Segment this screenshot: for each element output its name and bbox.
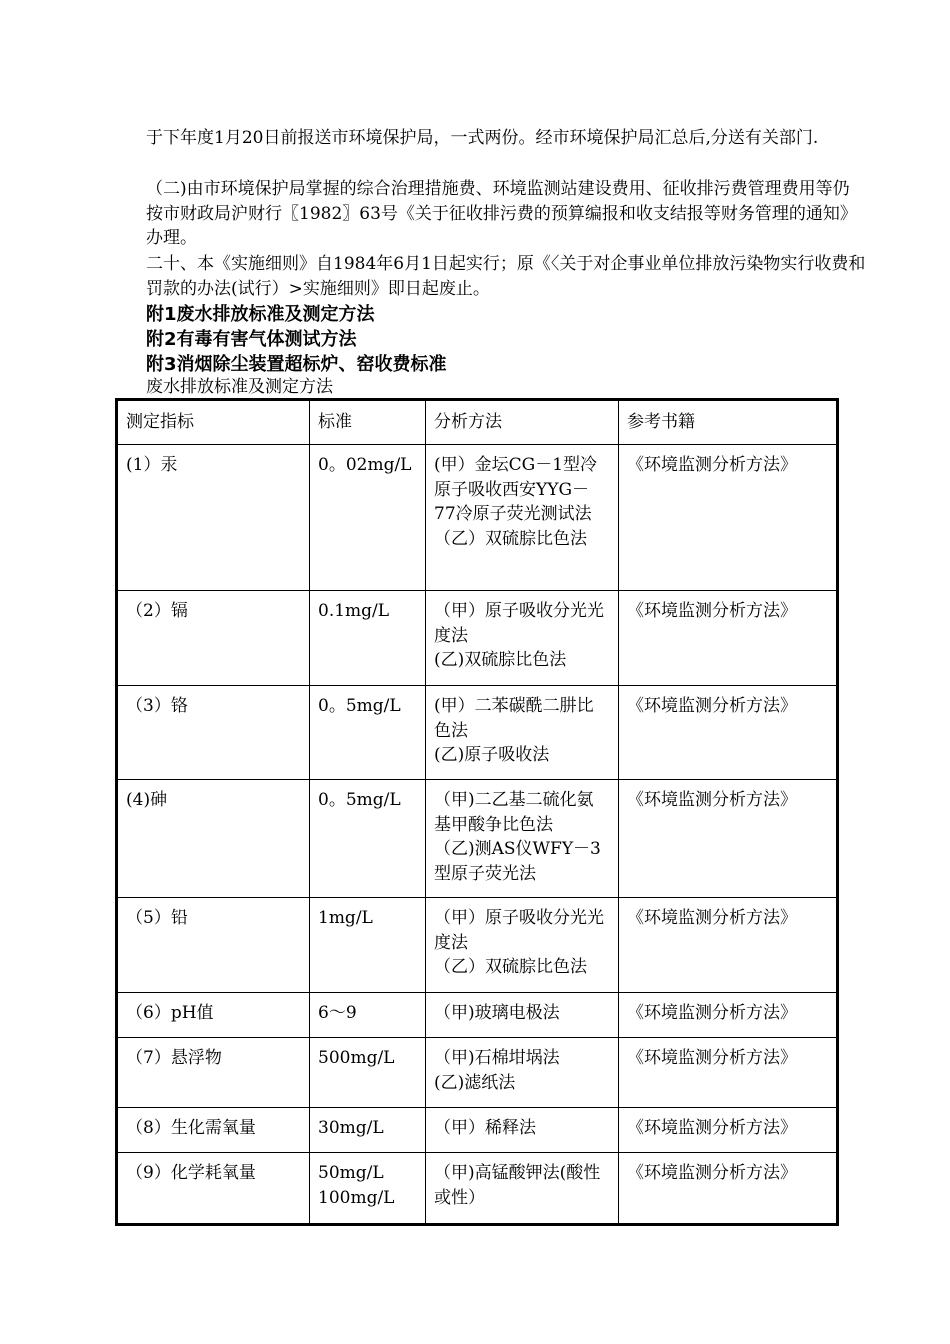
standard-value: 500mg/L (318, 1048, 395, 1068)
standard-value: 1mg/L (318, 908, 373, 928)
cell-standard (310, 1153, 426, 1225)
cell-standard (310, 898, 426, 993)
header-method: 分析方法 (426, 400, 619, 445)
cell-indicator: （3）铬 (117, 686, 310, 780)
method-line: （甲）稀释法 (434, 1118, 536, 1138)
header-reference: 参考书籍 (619, 400, 838, 445)
method-line: （甲)石棉坩埚法 (434, 1048, 560, 1068)
standard-value: 0。02mg/L (318, 455, 412, 475)
paragraph-fee-management: （二)由市环境保护局掌握的综合治理措施费、环境监测站建设费用、征收排污费管理费用等仍按市财政局沪财行〖1982〗63号《关于征收排污费的预算编报和收支结报等财务管理的通知》办理。 (146, 179, 857, 248)
table-row (117, 898, 838, 993)
table-row (117, 780, 838, 898)
cell-reference: 《环境监测分析方法》 (619, 780, 838, 898)
cell-method (426, 1108, 619, 1153)
standard-value: 0.1mg/L (318, 601, 390, 621)
cell-indicator: (4)砷 (117, 780, 310, 898)
cell-reference: 《环境监测分析方法》 (619, 1038, 838, 1108)
method-line: (乙)滤纸法 (434, 1072, 516, 1093)
cell-method (426, 686, 619, 780)
standard-value: 30mg/L (318, 1118, 384, 1138)
cell-reference: 《环境监测分析方法》 (619, 591, 838, 686)
cell-standard (310, 1038, 426, 1108)
cell-reference: 《环境监测分析方法》 (619, 686, 838, 780)
paragraph-effective-date: 二十、本《实施细则》自1984年6月1日起实行；原《〈关于对企事业单位排放污染物实行收费和罚款的办法(试行）>实施细则》即日起废止。 (146, 254, 866, 299)
cell-standard (310, 993, 426, 1038)
table-row (117, 1153, 838, 1225)
standard-value: 0。5mg/L (318, 790, 401, 810)
method-line: (甲）二苯碳酰二肼比色法 (434, 696, 594, 741)
cell-standard (310, 780, 426, 898)
header-standard: 标准 (310, 400, 426, 445)
method-line: （甲)二乙基二硫化氨基甲酸争比色法 (434, 790, 594, 835)
cell-method (426, 445, 619, 591)
cell-method (426, 993, 619, 1038)
cell-method (426, 898, 619, 993)
method-line: （乙）双硫腙比色法 (434, 528, 587, 549)
method-line: （甲)高锰酸钾法(酸性或性） (434, 1163, 601, 1208)
cell-standard (310, 686, 426, 780)
cell-standard (310, 445, 426, 591)
table-row (117, 591, 838, 686)
method-line: （甲)玻璃电极法 (434, 1003, 560, 1023)
cell-method (426, 591, 619, 686)
method-line: (甲）金坛CG－1型冷原子吸收西安YYG－77冷原子荧光测试法 (434, 455, 598, 524)
table-row (117, 1038, 838, 1108)
method-line: （乙)测AS仪WFY－3型原子荧光法 (434, 839, 601, 884)
method-line: （乙）双硫腙比色法 (434, 957, 587, 977)
wastewater-standards-table (115, 398, 839, 1226)
cell-indicator: （7）悬浮物 (117, 1038, 310, 1108)
cell-indicator: （6）pH值 (117, 993, 310, 1038)
paragraph-report-deadline: 于下年度1月20日前报送市环境保护局，一式两份。经市环境保护局汇总后,分送有关部门. (146, 128, 819, 148)
standard-value: 6～9 (318, 1003, 357, 1023)
method-line: (乙)原子吸收法 (434, 745, 550, 765)
method-line: (乙)双硫腙比色法 (434, 650, 567, 670)
method-line: （甲）原子吸收分光光度法 (434, 908, 604, 953)
cell-reference: 《环境监测分析方法》 (619, 1153, 838, 1225)
standard-value: 0。5mg/L (318, 696, 401, 716)
cell-reference: 《环境监测分析方法》 (619, 445, 838, 591)
table-caption: 废水排放标准及测定方法 (146, 377, 333, 397)
table-row (117, 445, 838, 591)
cell-indicator: （2）镉 (117, 591, 310, 686)
appendix-heading-3: 附3消烟除尘装置超标炉、窑收费标准 (146, 354, 447, 375)
cell-reference: 《环境监测分析方法》 (619, 898, 838, 993)
table-header-row (117, 400, 838, 445)
cell-method (426, 780, 619, 898)
header-indicator: 测定指标 (117, 400, 310, 445)
table-row (117, 1108, 838, 1153)
cell-indicator: （8）生化需氧量 (117, 1108, 310, 1153)
appendix-list (146, 302, 866, 377)
cell-indicator: （9）化学耗氧量 (117, 1153, 310, 1225)
method-line: （甲）原子吸收分光光度法 (434, 601, 604, 646)
cell-indicator: （5）铅 (117, 898, 310, 993)
standard-value: 50mg/L (318, 1163, 384, 1183)
table-row (117, 993, 838, 1038)
appendix-heading-2: 附2有毒有害气体测试方法 (146, 329, 357, 350)
cell-standard (310, 591, 426, 686)
cell-reference: 《环境监测分析方法》 (619, 993, 838, 1038)
table-row (117, 686, 838, 780)
cell-method (426, 1153, 619, 1225)
cell-standard (310, 1108, 426, 1153)
appendix-heading-1: 附1废水排放标准及测定方法 (146, 304, 375, 325)
cell-reference: 《环境监测分析方法》 (619, 1108, 838, 1153)
cell-method (426, 1038, 619, 1108)
cell-indicator: (1）汞 (117, 445, 310, 591)
standard-value: 100mg/L (318, 1187, 395, 1208)
